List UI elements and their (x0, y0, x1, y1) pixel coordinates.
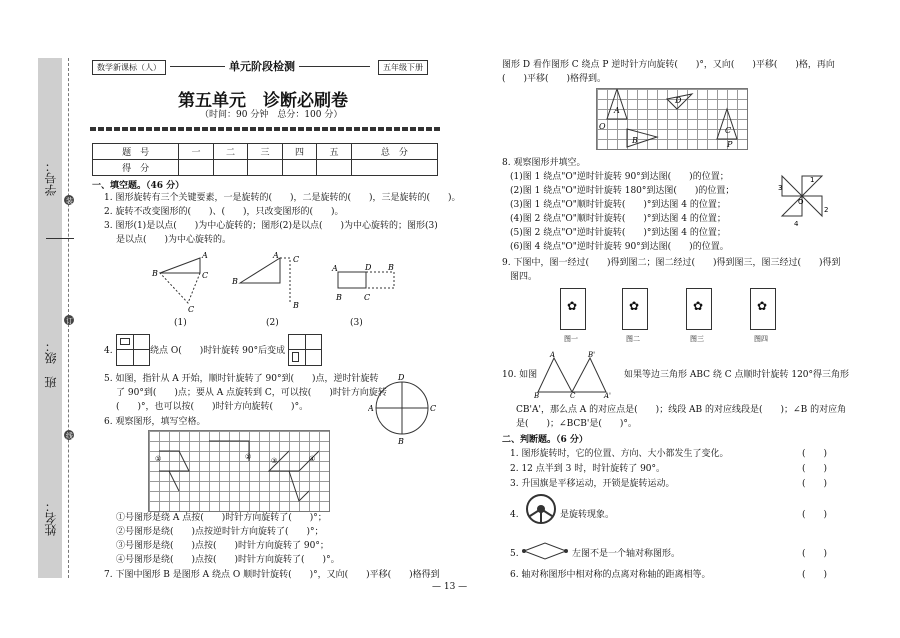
question-7-cont: ( )平移( )格得到。 (502, 74, 607, 84)
header-grade-box: 五年级下册 (378, 60, 428, 75)
svg-text:C: C (188, 305, 195, 314)
judge-item-5-text: 左图不是一个轴对称图形。 (572, 549, 681, 559)
score-cell: 四 (282, 144, 317, 160)
svg-text:1: 1 (810, 176, 815, 184)
svg-text:B: B (534, 392, 540, 398)
binding-mark: 线 (66, 432, 73, 440)
svg-text:A: A (550, 351, 556, 359)
score-blank[interactable] (317, 160, 352, 176)
judge-item-5: 5. (510, 549, 519, 559)
question-8-2: (2)图 1 绕点"O"逆时针旋转 180°到达图( )的位置； (510, 186, 735, 196)
svg-text:A: A (273, 251, 279, 260)
question-4-text: 绕点 O( )时针旋转 90°后变成 (150, 346, 286, 356)
svg-text:B: B (232, 277, 238, 286)
svg-text:4: 4 (794, 220, 799, 228)
pinwheel-figure (774, 170, 834, 228)
translation-grid (596, 88, 748, 150)
svg-text:3: 3 (778, 184, 783, 192)
question-2: 2. 旋转不改变图形的( )、( )，只改变图形的( )。 (104, 207, 344, 217)
judge-answer-blank[interactable]: ( ) (802, 449, 828, 459)
question-3-cont: 是以点( )为中心旋转的。 (116, 235, 232, 245)
score-cell: 一 (179, 144, 214, 160)
figure-caption: 图一 (564, 335, 578, 343)
svg-text:B: B (388, 263, 394, 272)
svg-text:D: D (398, 373, 405, 382)
question-3: 3. 图形(1)是以点( )为中心旋转的；图形(2)是以点( )为中心旋转的；图形(3) (104, 221, 438, 231)
rotation-grid (148, 430, 330, 512)
score-cell: 三 (248, 144, 283, 160)
svg-text:C: C (430, 404, 437, 413)
svg-text:A: A (614, 106, 620, 115)
page-number: — 13 — (432, 582, 468, 592)
flower-card: ✿ (686, 288, 712, 330)
rotation-card-after (288, 334, 322, 366)
judge-item-4-text: 是旋转现象。 (560, 510, 615, 520)
score-cell: 得 分 (93, 160, 179, 176)
svg-text:O: O (798, 198, 804, 206)
svg-text:D: D (675, 96, 682, 105)
svg-text:②: ② (245, 453, 252, 461)
svg-text:B: B (293, 301, 299, 310)
question-6-3: ③号图形是绕( )点按( )时针方向旋转了 90°； (116, 541, 329, 551)
svg-text:A: A (202, 251, 208, 260)
page-title: 第五单元 诊断必刷卷 (178, 91, 348, 111)
judge-item-1: 1. 图形旋转时，它的位置、方向、大小都发生了变化。 (510, 449, 729, 459)
svg-text:B': B' (588, 351, 596, 359)
svg-text:C: C (293, 255, 300, 264)
binding-mark: 订 (66, 317, 73, 325)
class-label: 班 级： (44, 340, 58, 388)
figure-label: (2) (266, 318, 279, 328)
question-7: 7. 下图中图形 B 是图形 A 绕点 O 顺时针旋转( )°，又向( )平移( )格得到 (104, 570, 440, 580)
figure-caption: 图四 (754, 335, 768, 343)
steering-wheel-icon (524, 492, 558, 526)
rotation-figures (140, 248, 420, 328)
question-8-5: (5)图 2 绕点"O"逆时针旋转( )°到达图 4 的位置； (510, 228, 726, 238)
judge-item-6: 6. 轴对称图形中相对称的点离对称轴的距离相等。 (510, 570, 711, 580)
question-6-2: ②号图形是绕( )点按逆时针方向旋转了( )°； (116, 527, 324, 537)
score-cell: 五 (317, 144, 352, 160)
rotation-card-before (116, 334, 150, 366)
decor-rule (90, 127, 440, 131)
score-cell: 题 号 (93, 144, 179, 160)
svg-text:①: ① (155, 455, 162, 463)
svg-text:2: 2 (824, 206, 829, 214)
judge-item-2: 2. 12 点半到 3 时，时针旋转了 90°。 (510, 464, 666, 474)
svg-text:B: B (632, 136, 638, 145)
score-blank[interactable] (282, 160, 317, 176)
figure-label: (1) (174, 318, 187, 328)
svg-text:O: O (599, 122, 606, 131)
header-title: 单元阶段检测 (225, 58, 299, 74)
question-5-cont: 了 90°到( )点；要从 A 点旋转到 C，可以按( )时针方向旋转 (116, 388, 387, 398)
header-subject-box: 数学新课标（人） (92, 60, 166, 75)
svg-text:A': A' (604, 392, 611, 398)
question-5-cont: ( )°，也可以按( )时针方向旋转( )°。 (116, 402, 309, 412)
question-8-1: (1)图 1 绕点"O"逆时针旋转 90°到达图( )的位置； (510, 172, 729, 182)
rhombus-figure (520, 540, 570, 562)
section1-heading: 一、填空题。（46 分） (92, 181, 185, 191)
score-blank[interactable] (351, 160, 437, 176)
question-10-text: 如果等边三角形 ABC 绕 C 点顺时针旋转 120°得三角形 (624, 370, 850, 380)
judge-item-4: 4. (510, 510, 519, 520)
class-blank (46, 238, 74, 239)
svg-text:A: A (368, 404, 374, 413)
svg-text:P: P (727, 140, 733, 149)
question-9-cont: 图四。 (510, 272, 538, 282)
svg-text:A: A (332, 264, 338, 273)
score-blank[interactable] (248, 160, 283, 176)
name-label: 姓名： (44, 500, 58, 536)
judge-item-3: 3. 升国旗是平移运动，开锁是旋转运动。 (510, 479, 675, 489)
svg-text:D: D (365, 263, 372, 272)
judge-answer-blank[interactable]: ( ) (802, 570, 828, 580)
question-6: 6. 观察图形，填写空格。 (104, 417, 206, 427)
svg-text:B: B (398, 437, 404, 444)
judge-answer-blank[interactable]: ( ) (802, 479, 828, 489)
score-table-score-row (93, 160, 438, 176)
svg-text:B: B (152, 269, 158, 278)
svg-text:④: ④ (309, 455, 316, 463)
score-table (92, 143, 438, 176)
question-8: 8. 观察图形并填空。 (502, 158, 586, 168)
svg-text:C: C (725, 126, 732, 135)
question-10-cont: CB'A'，那么点 A 的对应点是( )；线段 AB 的对应线段是( )；∠B 的对应角 (516, 405, 847, 415)
figure-caption: 图三 (690, 335, 704, 343)
figure-caption: 图二 (626, 335, 640, 343)
svg-text:C: C (570, 392, 576, 398)
figure-label: (3) (350, 318, 363, 328)
question-8-3: (3)图 1 绕点"O"顺时针旋转( )°到达图 4 的位置； (510, 200, 726, 210)
section2-heading: 二、判断题。（6 分） (502, 435, 588, 445)
binding-mark: 装 (66, 197, 73, 205)
question-9: 9. 下图中，图一经过( )得到图二；图二经过( )得到图三，图三经过( )得到 (502, 258, 841, 268)
score-table-header-row (93, 144, 438, 160)
flower-card: ✿ (622, 288, 648, 330)
svg-text:③: ③ (271, 457, 278, 465)
question-8-4: (4)图 2 绕点"O"顺时针旋转( )°到达图 4 的位置； (510, 214, 726, 224)
triangles-figure (534, 350, 618, 398)
question-1: 1. 图形旋转有三个关键要素，一是旋转的( )，二是旋转的( )，三是旋转的( )。 (104, 193, 461, 203)
svg-text:B: B (336, 293, 342, 302)
score-blank[interactable] (213, 160, 248, 176)
score-blank[interactable] (179, 160, 214, 176)
question-5: 5. 如图，指针从 A 开始，顺时针旋转了 90°到( )点，逆时针旋转 (104, 374, 379, 384)
judge-answer-blank[interactable]: ( ) (802, 510, 828, 520)
id-label: 学号： (44, 160, 58, 196)
question-10: 10. 如图 (502, 370, 538, 380)
question-8-6: (6)图 4 绕点"O"逆时针旋转 90°到达图( )的位置。 (510, 242, 729, 252)
judge-answer-blank[interactable]: ( ) (802, 464, 828, 474)
clock-dial (368, 372, 438, 444)
flower-card: ✿ (560, 288, 586, 330)
question-6-1: ①号图形是绕 A 点按( )时针方向旋转了( )°； (116, 513, 327, 523)
question-6-4: ④号图形是绕( )点按( )时针方向旋转了( )°。 (116, 555, 340, 565)
judge-answer-blank[interactable]: ( ) (802, 549, 828, 559)
score-cell: 二 (213, 144, 248, 160)
question-10-cont: 是( )；∠BCB'是( )°。 (516, 419, 637, 429)
page-subtitle: （时间：90 分钟 总分：100 分） (200, 110, 343, 120)
question-4: 4. (104, 346, 113, 356)
score-cell: 总 分 (351, 144, 437, 160)
flower-card: ✿ (750, 288, 776, 330)
question-7-cont: 图形 D 看作图形 C 绕点 P 逆时针方向旋转( )°，又向( )平移( )格，再向 (502, 60, 835, 70)
svg-text:C: C (202, 271, 209, 280)
svg-text:C: C (364, 293, 371, 302)
